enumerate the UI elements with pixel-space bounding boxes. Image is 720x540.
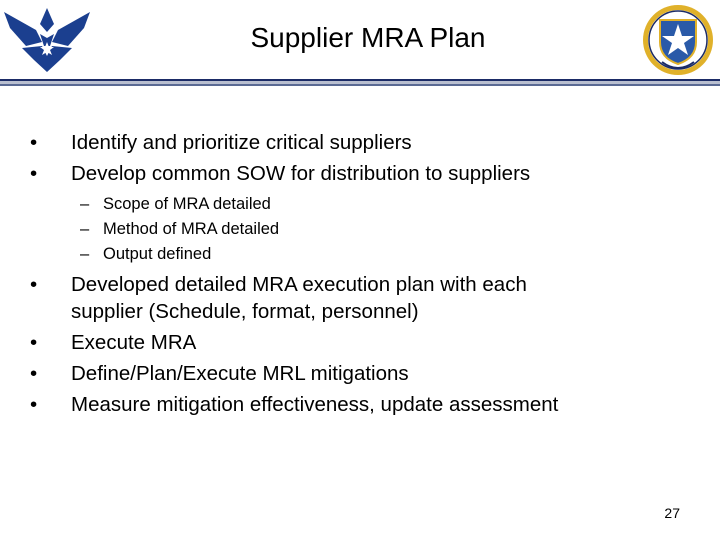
sub-bullet-text: Scope of MRA detailed — [103, 195, 271, 213]
sub-bullet-marker: – — [80, 245, 90, 263]
bullet-text-continued: supplier (Schedule, format, personnel) — [71, 300, 419, 323]
bullet-text: Define/Plan/Execute MRL mitigations — [71, 362, 409, 385]
bullet-text: Measure mitigation effectiveness, update assessment — [71, 393, 559, 416]
sub-bullet-marker: – — [80, 195, 90, 213]
page-number: 27 — [664, 505, 680, 521]
bullet-marker: • — [30, 331, 38, 354]
bullet-marker: • — [30, 131, 38, 154]
bullet-text: Execute MRA — [71, 331, 197, 354]
slide-title: Supplier MRA Plan — [250, 22, 486, 53]
bullet-text: Developed detailed MRA execution plan with each — [71, 273, 527, 296]
sub-bullet-marker: – — [80, 220, 90, 238]
bullet-marker: • — [30, 393, 38, 416]
bullet-marker: • — [30, 273, 38, 296]
bullet-marker: • — [30, 162, 38, 185]
bullet-text: Develop common SOW for distribution to suppliers — [71, 162, 531, 185]
bullet-marker: • — [30, 362, 38, 385]
bullet-text: Identify and prioritize critical suppliers — [71, 131, 412, 154]
sub-bullet-text: Output defined — [103, 245, 212, 263]
sub-bullet-text: Method of MRA detailed — [103, 220, 280, 238]
